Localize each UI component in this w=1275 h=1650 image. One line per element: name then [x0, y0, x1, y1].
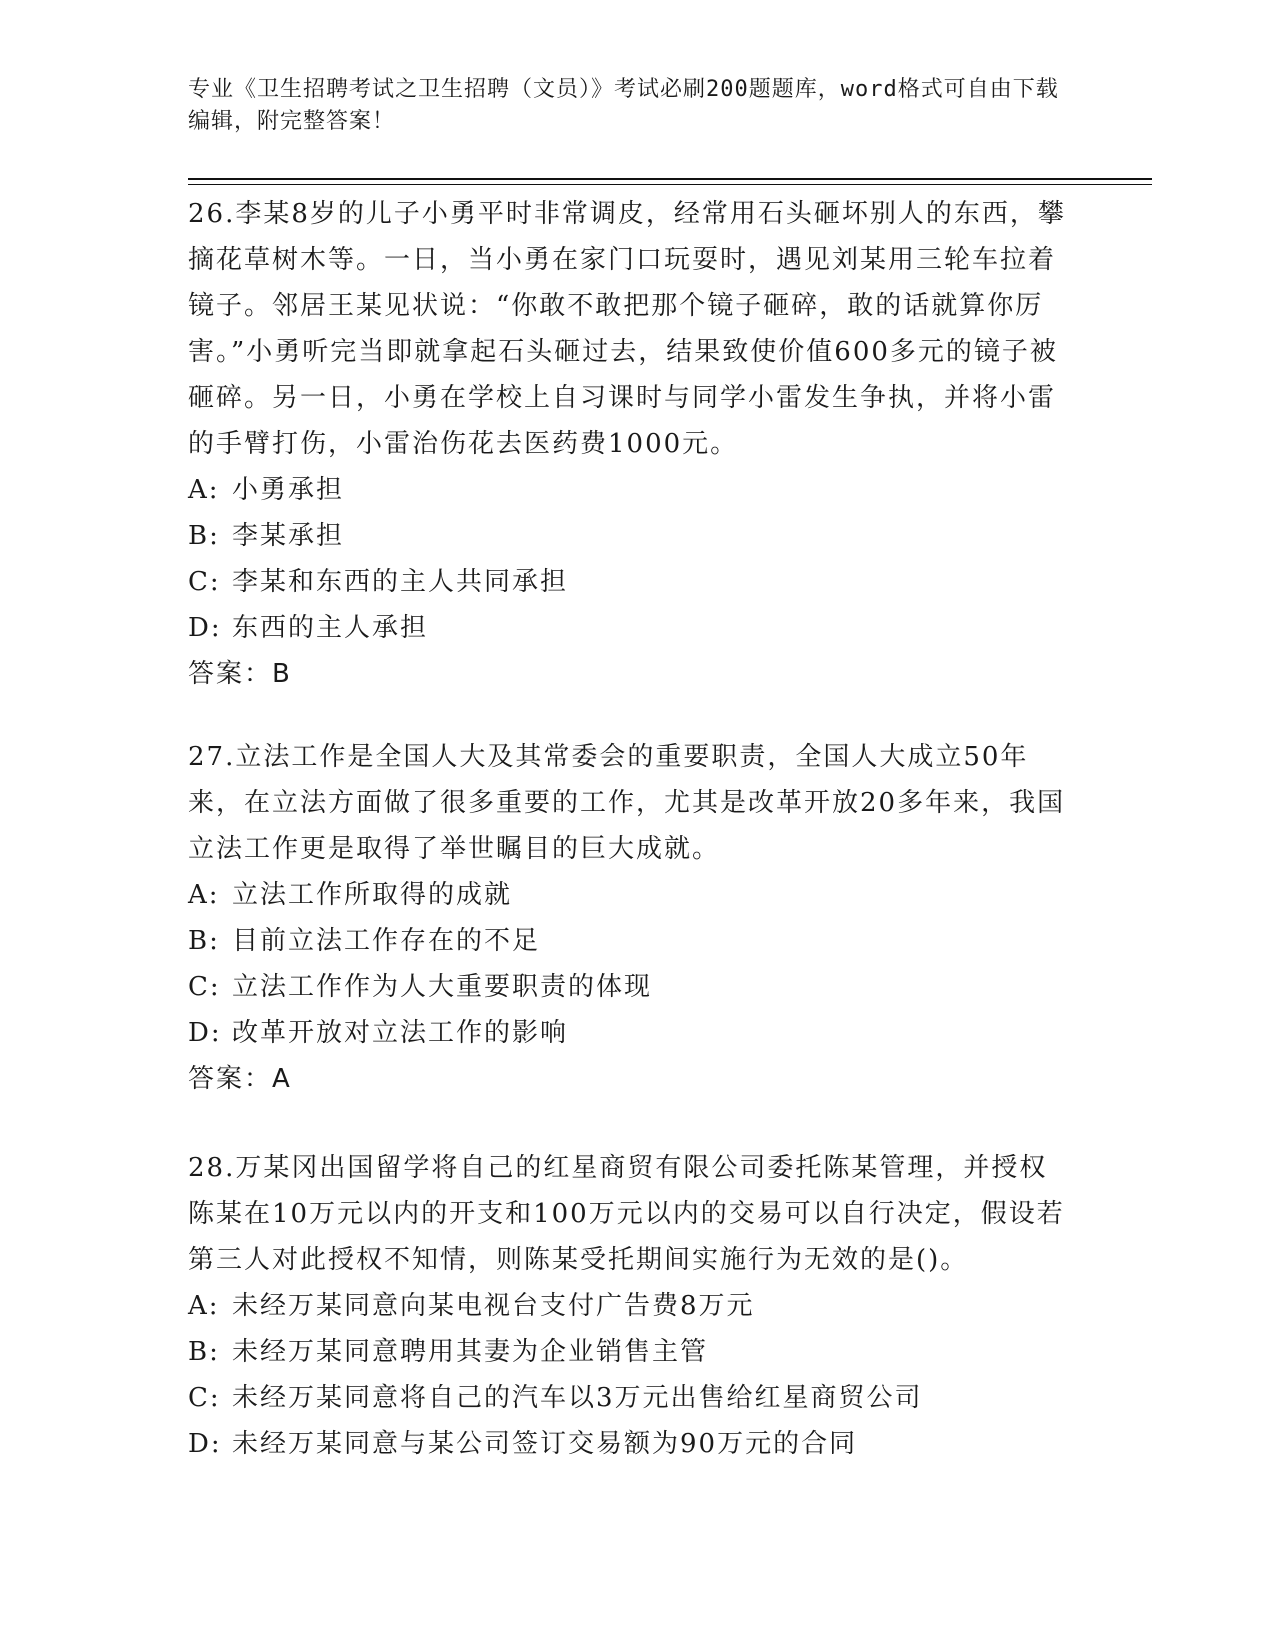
option-d	[188, 1421, 1068, 1467]
option-text: 东西的主人承担	[232, 613, 429, 643]
option-c	[188, 964, 1068, 1010]
option-text: 改革开放对立法工作的影响	[232, 1018, 569, 1048]
option-a	[188, 1283, 1068, 1329]
question-26	[188, 191, 1068, 697]
question-28	[188, 1145, 1068, 1467]
option-letter: A:	[188, 475, 220, 505]
option-text: 小勇承担	[232, 475, 345, 505]
option-text: 未经万某同意向某电视台支付广告费8万元	[232, 1291, 755, 1321]
option-letter: A:	[188, 880, 220, 910]
option-letter: B:	[188, 926, 220, 956]
option-letter: D:	[188, 1429, 222, 1459]
option-d	[188, 605, 1068, 651]
option-b	[188, 918, 1068, 964]
question-27	[188, 734, 1068, 1102]
option-text: 目前立法工作存在的不足	[232, 926, 541, 956]
answer-line: 答案：B	[188, 659, 292, 689]
option-text: 未经万某同意与某公司签订交易额为90万元的合同	[232, 1429, 858, 1459]
answer-line: 答案：A	[188, 1064, 292, 1094]
option-letter: A:	[188, 1291, 220, 1321]
document-header: 专业《卫生招聘考试之卫生招聘（文员）》考试必刷200题题库，word格式可自由下载编辑，附完整答案！	[188, 77, 1059, 134]
option-a	[188, 872, 1068, 918]
option-letter: B:	[188, 521, 220, 551]
option-text: 立法工作作为人大重要职责的体现	[232, 972, 653, 1002]
option-b	[188, 513, 1068, 559]
header-divider-thin	[188, 184, 1152, 185]
option-letter: C:	[188, 1383, 221, 1413]
option-letter: C:	[188, 972, 221, 1002]
option-text: 李某承担	[232, 521, 345, 551]
option-text: 李某和东西的主人共同承担	[232, 567, 569, 597]
option-a	[188, 467, 1068, 513]
question-stem: 28.万某冈出国留学将自己的红星商贸有限公司委托陈某管理，并授权陈某在10万元以内的开支和100万元以内的交易可以自行决定，假设若第三人对此授权不知情，则陈某受托期间实施行为无效的是()。	[188, 1153, 1065, 1275]
option-c	[188, 559, 1068, 605]
option-b	[188, 1329, 1068, 1375]
option-letter: C:	[188, 567, 221, 597]
header-divider	[188, 178, 1152, 180]
option-text: 未经万某同意将自己的汽车以3万元出售给红星商贸公司	[232, 1383, 923, 1413]
option-text: 未经万某同意聘用其妻为企业销售主管	[232, 1337, 709, 1367]
option-d	[188, 1010, 1068, 1056]
option-letter: B:	[188, 1337, 220, 1367]
option-text: 立法工作所取得的成就	[232, 880, 513, 910]
question-stem: 26.李某8岁的儿子小勇平时非常调皮，经常用石头砸坏别人的东西，攀摘花草树木等。一日，当小勇在家门口玩耍时，遇见刘某用三轮车拉着镜子。邻居王某见状说：“你敢不敢把那个镜子砸碎，敢的话就算你厉害。”小勇听完当即就拿起石头砸过去，结果致使价值600多元的镜子被砸碎。另一日，小勇在学校上自习课时与同学小雷发生争执，并将小雷的手臂打伤，小雷治伤花去医药费1000元。	[188, 199, 1066, 459]
option-letter: D:	[188, 1018, 222, 1048]
option-c	[188, 1375, 1068, 1421]
option-letter: D:	[188, 613, 222, 643]
question-stem: 27.立法工作是全国人大及其常委会的重要职责，全国人大成立50年来，在立法方面做了很多重要的工作，尤其是改革开放20多年来，我国立法工作更是取得了举世瞩目的巨大成就。	[188, 742, 1066, 864]
